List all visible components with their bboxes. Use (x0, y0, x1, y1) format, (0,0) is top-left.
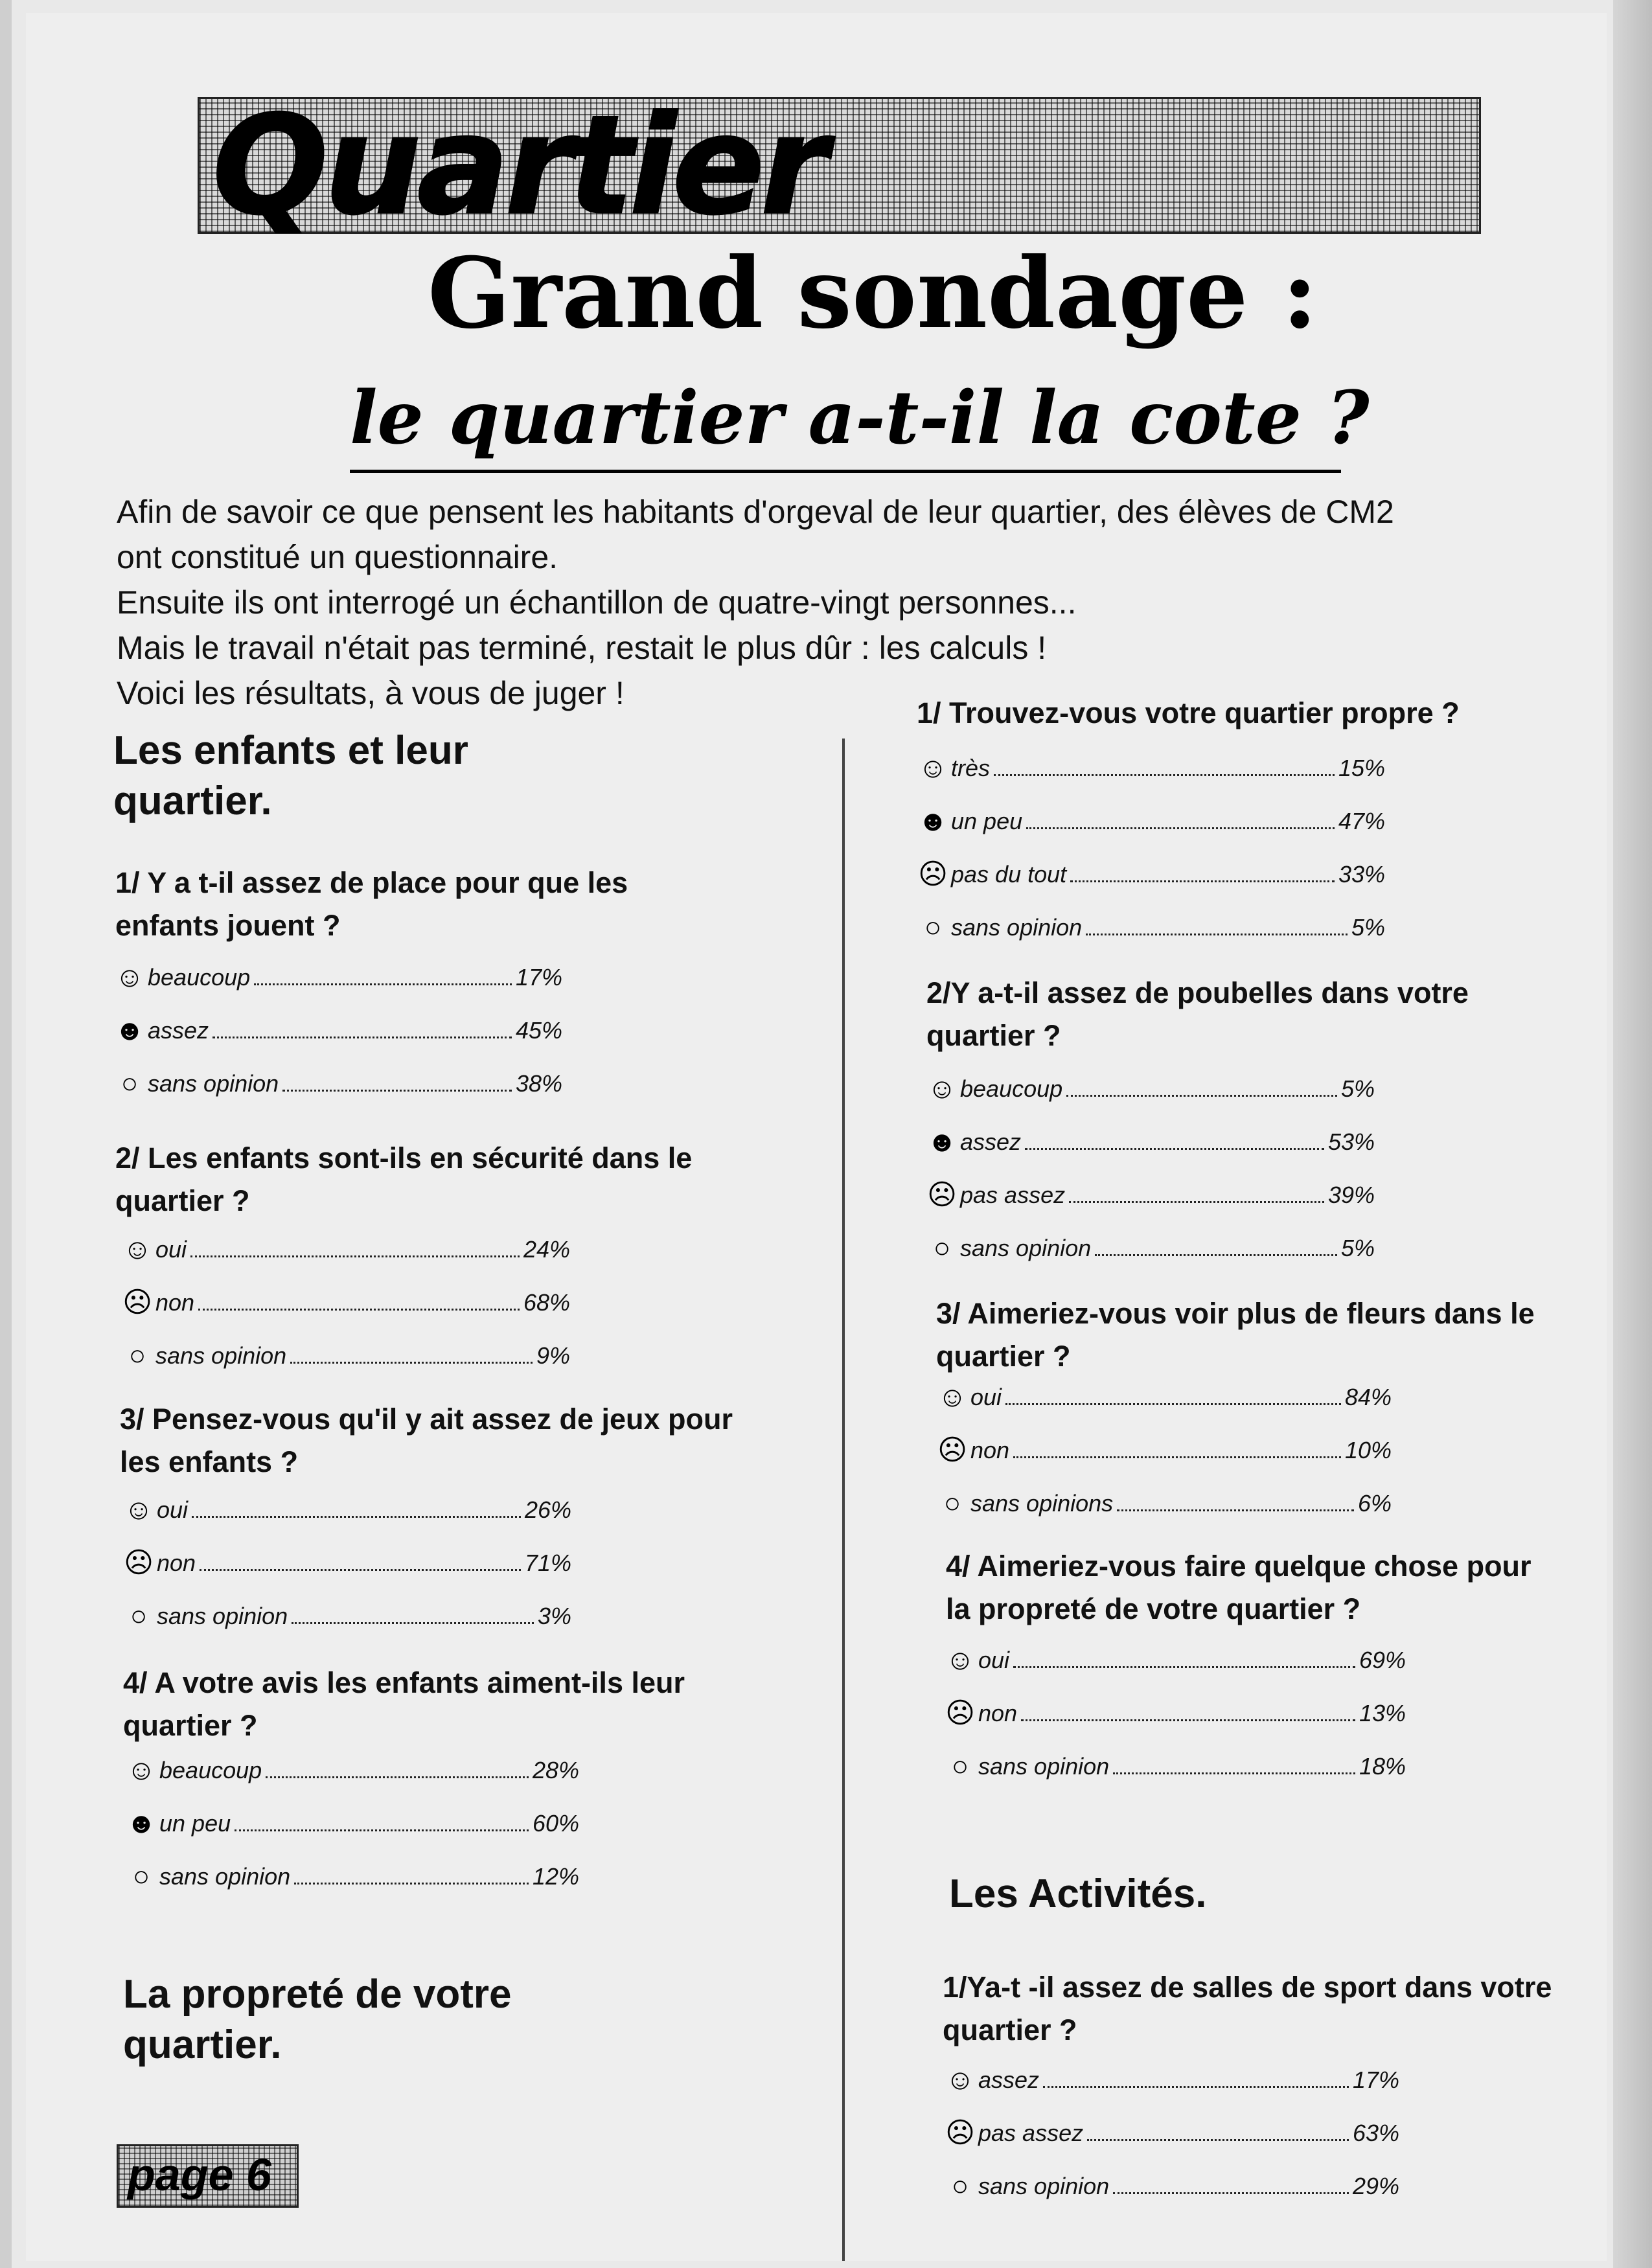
answer-value: 6% (1357, 1490, 1392, 1517)
answer-row (938, 1477, 1392, 1530)
answer-value: 47% (1338, 808, 1385, 834)
dot-leader (1117, 1509, 1354, 1511)
answer-label: assez (978, 2067, 1040, 2093)
dot-leader (1086, 934, 1348, 935)
dot-leader (1095, 1254, 1337, 1256)
page-number: page 6 (128, 2149, 271, 2200)
answer-row (127, 1744, 579, 1797)
blank-face-icon: ○ (951, 2170, 969, 2202)
answer-row (946, 2054, 1399, 2107)
answer-value: 24% (523, 1236, 570, 1263)
neutral-face-icon: ☻ (917, 805, 948, 837)
intro-line: ont constitué un questionnaire. (117, 539, 558, 575)
dot-leader (294, 1883, 529, 1884)
blank-face-icon: ○ (951, 1750, 969, 1782)
blank-face-icon: ○ (132, 1861, 150, 1892)
smile-icon: ☺ (927, 1073, 957, 1105)
blank-face-icon: ○ (128, 1340, 146, 1371)
dot-leader (1070, 880, 1335, 882)
subheadline: le quartier a-t-il la cote ? (350, 376, 1370, 461)
frown-icon: ☹ (927, 1179, 957, 1211)
answer-value: 26% (524, 1496, 571, 1523)
paper-edge-left (0, 0, 12, 2268)
answer-label: sans opinion (960, 1235, 1092, 1261)
answer-label: non (157, 1550, 196, 1576)
answer-label: assez (148, 1017, 209, 1044)
answer-value: 68% (523, 1289, 570, 1316)
dot-leader (266, 1776, 529, 1778)
answer-label: un peu (159, 1810, 231, 1837)
answer-list (938, 1371, 1392, 1530)
intro-line: Mais le travail n'était pas terminé, restait le plus dûr : les calculs ! (117, 630, 1047, 666)
answer-row (123, 1329, 570, 1382)
smile-icon: ☺ (122, 1233, 152, 1265)
smile-icon: ☺ (115, 961, 144, 993)
dot-leader (1087, 2139, 1349, 2141)
smile-icon: ☺ (945, 1644, 975, 1676)
intro-line: Ensuite ils ont interrogé un échantillon de quatre-vingt personnes... (117, 584, 1077, 621)
smile-icon: ☺ (918, 752, 948, 784)
answer-row (124, 1590, 571, 1643)
intro-line: Afin de savoir ce que pensent les habitants d'orgeval de leur quartier, des élèves de CM2 (117, 494, 1394, 530)
intro-line: Voici les résultats, à vous de juger ! (117, 675, 625, 711)
answer-list (928, 1062, 1375, 1275)
dot-leader (1026, 827, 1335, 829)
answer-label: pas du tout (951, 861, 1067, 888)
answer-row (938, 1424, 1392, 1477)
answer-label: non (970, 1437, 1010, 1463)
dot-leader (235, 1829, 529, 1831)
answer-label: oui (157, 1496, 189, 1523)
answer-label: oui (155, 1236, 187, 1263)
frown-icon: ☹ (918, 858, 948, 890)
question-text: 4/ Aimeriez-vous faire quelque chose pour la propreté de votre quartier ? (946, 1550, 1532, 1625)
dot-leader (200, 1569, 521, 1571)
answer-row (115, 1004, 562, 1057)
answer-label: non (155, 1289, 195, 1316)
answer-value: 39% (1327, 1182, 1375, 1208)
answer-row (115, 1057, 562, 1110)
answer-row (123, 1223, 570, 1276)
section-title-proprete: La propreté de votre quartier. (123, 1972, 512, 2067)
blank-face-icon: ○ (120, 1068, 139, 1099)
answer-label: sans opinions (970, 1490, 1114, 1517)
dot-leader (290, 1362, 533, 1364)
question-text: 2/Y a-t-il assez de poubelles dans votre quartier ? (926, 976, 1469, 1052)
dot-leader (198, 1309, 520, 1311)
answer-value: 38% (515, 1070, 562, 1097)
answer-value: 45% (515, 1017, 562, 1044)
answer-value: 29% (1352, 2173, 1399, 2199)
dot-leader (994, 774, 1335, 776)
dot-leader (1025, 1148, 1324, 1150)
answer-label: beaucoup (148, 964, 251, 991)
answer-label: oui (978, 1647, 1010, 1673)
answer-label: sans opinion (951, 914, 1083, 941)
answer-row (946, 1634, 1406, 1687)
answer-label: un peu (951, 808, 1023, 834)
smile-icon: ☺ (937, 1381, 967, 1413)
section-title-activites: Les Activités. (949, 1872, 1207, 1916)
blank-face-icon: ○ (933, 1232, 951, 1264)
answer-row (928, 1222, 1375, 1275)
section-banner (198, 86, 1481, 245)
answer-row (127, 1797, 579, 1850)
question-text: 3/ Aimeriez-vous voir plus de fleurs dans le quartier ? (936, 1297, 1535, 1373)
answer-row (946, 1687, 1406, 1740)
answer-list (115, 951, 562, 1110)
answer-value: 63% (1352, 2120, 1399, 2146)
answer-row (919, 742, 1385, 795)
dot-leader (1013, 1666, 1355, 1668)
dot-leader (282, 1090, 512, 1092)
answer-list (124, 1483, 571, 1643)
answer-value: 69% (1359, 1647, 1406, 1673)
dot-leader (292, 1622, 534, 1624)
neutral-face-icon: ☻ (126, 1807, 157, 1839)
question-text: 4/ A votre avis les enfants aiment-ils leur quartier ? (123, 1666, 685, 1742)
answer-label: très (951, 755, 991, 781)
answer-row (124, 1483, 571, 1537)
answer-value: 53% (1327, 1128, 1375, 1155)
frown-icon: ☹ (937, 1434, 967, 1466)
dot-leader (1013, 1456, 1341, 1458)
answer-label: sans opinion (978, 2173, 1110, 2199)
frown-icon: ☹ (945, 1697, 975, 1729)
answer-row (919, 795, 1385, 848)
answer-label: pas assez (978, 2120, 1084, 2146)
answer-row (928, 1116, 1375, 1169)
dot-leader (1005, 1403, 1341, 1405)
answer-row (115, 951, 562, 1004)
answer-row (928, 1062, 1375, 1116)
answer-value: 17% (1352, 2067, 1399, 2093)
answer-list (123, 1223, 570, 1382)
section-title-enfants: Les enfants et leur quartier. (113, 728, 468, 823)
answer-value: 13% (1359, 1700, 1406, 1726)
answer-row (946, 2107, 1399, 2160)
dot-leader (1066, 1095, 1337, 1097)
dot-leader (192, 1516, 521, 1518)
dot-leader (254, 983, 512, 985)
answer-row (123, 1276, 570, 1329)
answer-value: 9% (536, 1342, 570, 1369)
answer-value: 84% (1344, 1384, 1392, 1410)
dot-leader (212, 1037, 512, 1038)
question-text: 3/ Pensez-vous qu'il y ait assez de jeux pour les enfants ? (120, 1403, 733, 1478)
answer-row (919, 848, 1385, 901)
answer-row (127, 1850, 579, 1903)
question-text: 2/ Les enfants sont-ils en sécurité dans le quartier ? (115, 1141, 693, 1217)
answer-label: sans opinion (157, 1603, 288, 1629)
answer-label: pas assez (960, 1182, 1066, 1208)
question-text: 1/ Y a t-il assez de place pour que les enfants jouent ? (115, 866, 628, 942)
banner-title: Quartier (212, 86, 824, 245)
answer-label: oui (970, 1384, 1002, 1410)
answer-value: 17% (515, 964, 562, 991)
answer-row (928, 1169, 1375, 1222)
answer-value: 15% (1338, 755, 1385, 781)
answer-row (946, 2160, 1399, 2213)
dot-leader (1069, 1201, 1324, 1203)
answer-label: sans opinion (978, 1753, 1110, 1780)
neutral-face-icon: ☻ (926, 1126, 958, 1158)
paper-edge-right (1613, 0, 1652, 2268)
answer-label: beaucoup (960, 1075, 1063, 1102)
answer-value: 28% (532, 1757, 579, 1783)
smile-icon: ☺ (126, 1754, 156, 1786)
answer-row (938, 1371, 1392, 1424)
column-divider (842, 739, 845, 2261)
answer-value: 5% (1340, 1235, 1375, 1261)
blank-face-icon: ○ (943, 1487, 961, 1519)
answer-label: assez (960, 1128, 1022, 1155)
headline: Grand sondage : (428, 236, 1318, 350)
frown-icon: ☹ (122, 1287, 152, 1318)
page-number-tag (117, 2144, 299, 2208)
answer-list (919, 742, 1385, 954)
answer-value: 33% (1338, 861, 1385, 888)
blank-face-icon: ○ (924, 911, 942, 943)
answer-value: 12% (532, 1863, 579, 1890)
frown-icon: ☹ (124, 1547, 154, 1579)
dot-leader (1113, 1772, 1355, 1774)
dot-leader (1113, 2192, 1349, 2194)
question-text: 1/Ya-t -il assez de salles de sport dans votre quartier ? (943, 1971, 1552, 2046)
question-text: 1/ Trouvez-vous votre quartier propre ? (917, 696, 1460, 729)
subheadline-underline (350, 470, 1341, 473)
answer-value: 5% (1351, 914, 1385, 941)
dot-leader (1043, 2086, 1349, 2088)
answer-row (946, 1740, 1406, 1793)
answer-list (946, 2054, 1399, 2213)
dot-leader (190, 1255, 520, 1257)
answer-value: 60% (532, 1810, 579, 1837)
answer-label: non (978, 1700, 1018, 1726)
intro-text (117, 489, 1594, 716)
answer-value: 18% (1359, 1753, 1406, 1780)
answer-row (124, 1537, 571, 1590)
neutral-face-icon: ☻ (114, 1014, 145, 1046)
smile-icon: ☺ (124, 1494, 154, 1526)
smile-icon: ☺ (945, 2064, 975, 2096)
answer-list (946, 1634, 1406, 1793)
blank-face-icon: ○ (130, 1600, 148, 1632)
answer-label: sans opinion (159, 1863, 291, 1890)
answer-label: beaucoup (159, 1757, 262, 1783)
answer-value: 10% (1344, 1437, 1392, 1463)
answer-value: 3% (537, 1603, 571, 1629)
dot-leader (1021, 1719, 1355, 1721)
answer-label: sans opinion (148, 1070, 279, 1097)
answer-value: 5% (1340, 1075, 1375, 1102)
answer-label: sans opinion (155, 1342, 287, 1369)
answer-value: 71% (524, 1550, 571, 1576)
answer-list (127, 1744, 579, 1903)
answer-row (919, 901, 1385, 954)
frown-icon: ☹ (945, 2117, 975, 2149)
